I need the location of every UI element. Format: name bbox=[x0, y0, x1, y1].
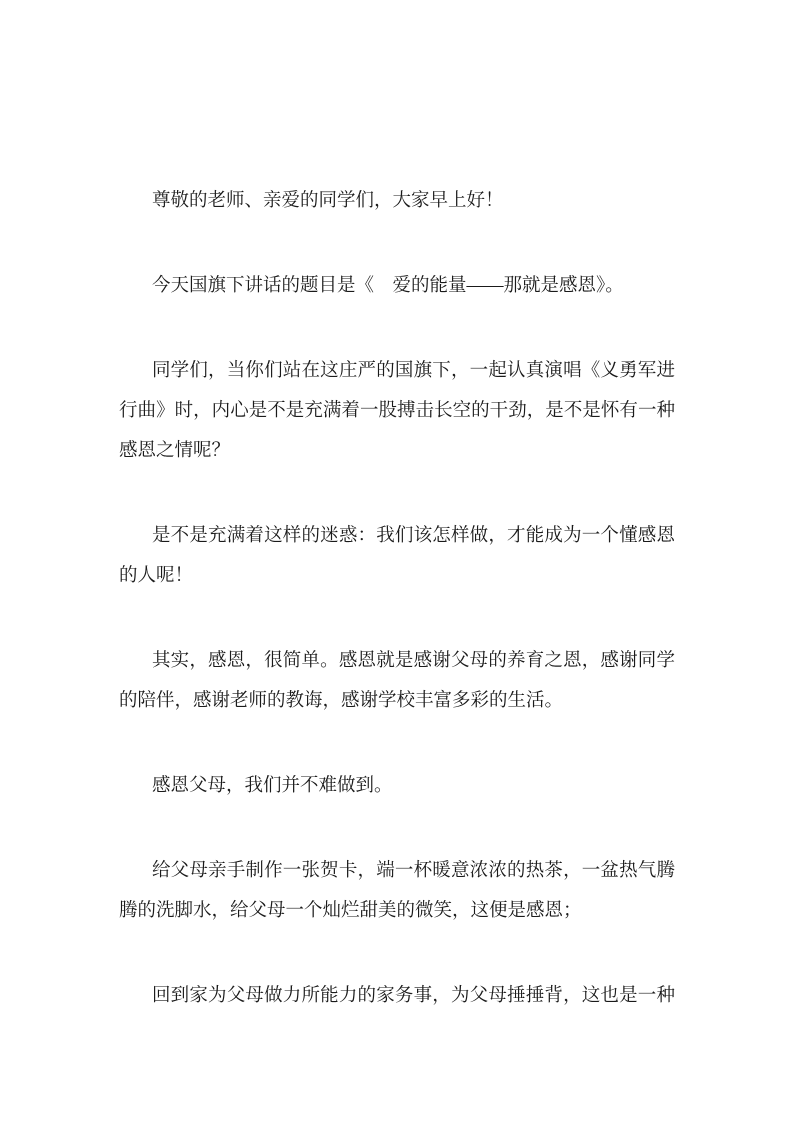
paragraph-greeting bbox=[119, 181, 675, 221]
text-line: 的人呢！ bbox=[119, 566, 194, 586]
text-line: 感恩父母，我们并不难做到。 bbox=[152, 776, 393, 796]
text-line: 同学们，当你们站在这庄严的国旗下，一起认真演唱《义勇军进 bbox=[152, 361, 675, 381]
text-line: 回到家为父母做力所能力的家务事，为父母捶捶背，这也是一种 bbox=[152, 986, 675, 1006]
paragraph-parents-statement bbox=[119, 766, 675, 806]
paragraph-confusion-question bbox=[119, 516, 675, 596]
paragraph-topic-announcement bbox=[119, 266, 675, 306]
paragraph-gratitude-definition bbox=[119, 641, 675, 721]
text-line: 感恩之情呢？ bbox=[119, 441, 231, 461]
text-line: 行曲》时，内心是不是充满着一股搏击长空的干劲，是不是怀有一种 bbox=[119, 401, 675, 421]
text-line: 尊敬的老师、亲爱的同学们，大家早上好！ bbox=[152, 191, 504, 211]
text-line: 给父母亲手制作一张贺卡，端一杯暖意浓浓的热茶，一盆热气腾 bbox=[152, 861, 675, 881]
text-line: 的陪伴，感谢老师的教诲，感谢学校丰富多彩的生活。 bbox=[119, 691, 564, 711]
text-line: 今天国旗下讲话的题目是《 爱的能量——那就是感恩》。 bbox=[152, 276, 624, 296]
paragraph-gratitude-examples bbox=[119, 851, 675, 931]
text-line: 其实，感恩，很简单。感恩就是感谢父母的养育之恩，感谢同学 bbox=[152, 651, 675, 671]
text-line: 腾的洗脚水，给父母一个灿烂甜美的微笑，这便是感恩； bbox=[119, 901, 582, 921]
paragraph-housework-example bbox=[119, 976, 675, 1016]
paragraph-flag-question bbox=[119, 351, 675, 471]
text-line: 是不是充满着这样的迷惑：我们该怎样做，才能成为一个懂感恩 bbox=[152, 526, 675, 546]
